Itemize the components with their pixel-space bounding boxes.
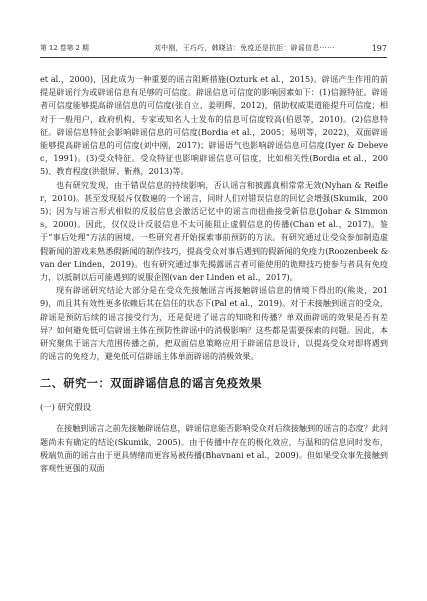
body-paragraph: 在接触到谣言之前先接触辟谣信息，辟谣信息能否影响受众对后续接触到的谣言的态度？此问题尚未有确定的结论(Skumik，2005)。由于传播中存在的极化效应，与温和的信息同时发布，极端负面的谣言由于更具情绪而更容易被传播(Bhavnani et al.，2009)。但如果受众事先接触到客观性更强的双面 <box>40 423 388 474</box>
running-title: 刘中刚，王巧巧，韩晓洁：免疫还是抗拒：辟谣信息······ <box>154 44 335 52</box>
body-paragraph: 现有辟谣研究结论大部分是在受众先接触谣言再接触辟谣信息的情境下得出的(熊炎，2019)，而且其有效性更多依赖后其在信任的状态下(Pal et al.，2019)。对于未接触到谣言的受众，辟谣是预防后续的谣言接受行为，还是促进了谣言的知晓和传播？单双面辟谣的效果是否有差异？如何避免低可信辟谣主体在预防性辟谣中的消极影响？这些都是需要探索的问题。因此，本研究聚焦于谣言大范围传播之前，把双面信息策略应用于辟谣信息设计，以提高受众对即将遇到的谣言的免疫力，避免低可信辟谣主体单面辟谣的消极效果。 <box>40 285 388 362</box>
journal-issue: 第 12 卷第 2 期 <box>40 44 89 52</box>
subsection-heading: (一) 研究假设 <box>40 402 92 413</box>
body-paragraph: 也有研究发现，由于错误信息的持续影响，否认谣言和披露真相常常无效(Nyhan & Reifler，2010)。甚至发现驳斥仅数遍的一个谣言，同时人们对错误信息的回忆会增强(Skumik，2005)；因为与谣言形式相似的反驳信息会激活记忆中的谣言而扭曲接受新信息(Johar & Simmons，2000)。因此，仅仅设计反驳信息不太可能阻止虚假信息的传播(Chan et al.，2017)。鉴于“事后处理”方法的困境，一些研究者开始探索事前预防的方法。有研究通过让受众参加制造虚假新闻的游戏来熟悉假新闻的制作技巧，提高受众对事后遇到的假新闻的免疫力(Roozenbeek & van der Linden，2019)。也有研究通过事先揭露谣言者可能使用的诡辩技巧使参与者具有免疫力，以抵制以后可能遇到的说服企图(van der Linden et al.，2017)。 <box>40 179 388 283</box>
running-head <box>40 43 387 58</box>
body-paragraph: et al.，2000)，因此成为一种重要的谣言阻断措施(Ozturk et al.，2015)。辟谣产生作用的前提是辟谣行为或辟谣信息有足够的可信度。辟谣信息可信度的影响因素如下：(1)信源特征。辟谣者可信度能够提高辟谣信息的可信度(张自立、姜明辉，2012)，借助权威渠道能提升可信度；相对于一般用户，政府机构、专家或知名人士发布的信息可信度较高(伯恩等，2010)。(2)信息特征。辟谣信息特征会影响辟谣信息的可信度(Bordia et al.，2005；易明等，2022)，双面辟谣能够提高辟谣信息的可信度(刘中刚，2017)；辟谣语气也影响辟谣信息可信度(Iyer & Debevec，1991)。(3)受众特征。受众特征也影响辟谣信息可信度，比如相关性(Bordia et al.，2005)、教育程度(洪银屏、靳燕，2013)等。 <box>40 74 388 177</box>
article-body <box>40 73 388 475</box>
page-number: 197 <box>371 44 387 53</box>
section-heading: 二、研究一：双面辟谣信息的谣言免疫效果 <box>40 376 263 391</box>
